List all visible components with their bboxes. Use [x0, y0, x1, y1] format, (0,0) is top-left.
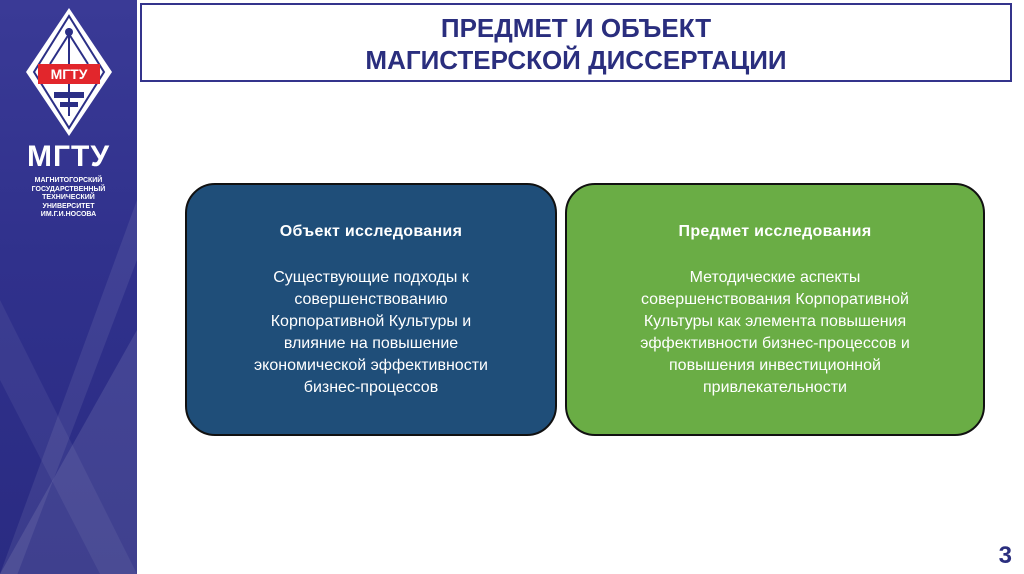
- brand-logo-text: МГТУ: [27, 140, 110, 173]
- research-object-card: [185, 183, 557, 436]
- research-subject-text: Методические аспекты совершенствования Корпоративной Культуры как элемента повышения эффективности бизнес-процессов и повышения инвестиционной привлекательности: [640, 269, 910, 396]
- page-title-line-1: ПРЕДМЕТ И ОБЪЕКТ: [440, 13, 712, 43]
- page-number: 3: [998, 542, 1012, 569]
- research-subject-card: [565, 183, 985, 436]
- brand-subtitle: МАГНИТОГОРСКИЙ ГОСУДАРСТВЕННЫЙ ТЕХНИЧЕСКИЙ УНИВЕРСИТЕТ ИМ.Г.И.НОСОВА: [31, 177, 106, 219]
- page-title-line-2: МАГИСТЕРСКОЙ ДИССЕРТАЦИИ: [365, 45, 787, 75]
- sidebar: [0, 0, 137, 574]
- university-emblem: [24, 6, 114, 138]
- page-title-box: [140, 3, 1012, 82]
- research-object-title: Объект исследования: [279, 223, 463, 240]
- research-object-text: Существующие подходы к совершенствованию Корпоративной Культуры и влияние на повышение экономической эффективности бизнес-процессов: [254, 269, 488, 396]
- research-subject-title: Предмет исследования: [678, 223, 872, 240]
- emblem-label: МГТУ: [50, 66, 88, 82]
